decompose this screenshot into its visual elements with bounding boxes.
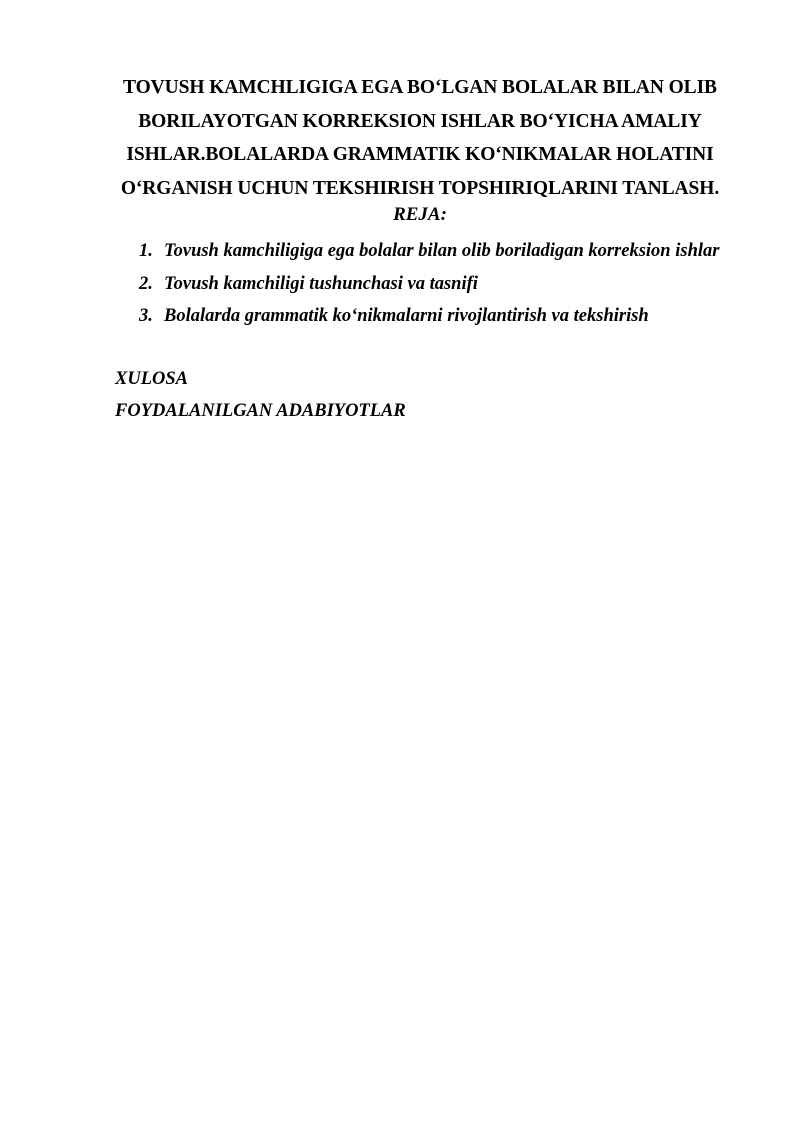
plan-item xyxy=(139,268,719,301)
title-line: O‘RGANISH UCHUN TEKSHIRISH TOPSHIRIQLARINI TANLASH. xyxy=(120,177,720,199)
plan-item-text: Bolalarda grammatik ko‘nikmalarni rivojlantirish va tekshirish xyxy=(164,306,649,326)
title-line: BORILAYOTGAN KORREKSION ISHLAR BO‘YICHA AMALIY xyxy=(138,110,702,132)
plan-heading: REJA: xyxy=(393,204,447,225)
plan-item-number: 3. xyxy=(139,306,153,326)
plan-item-number: 2. xyxy=(139,273,153,294)
plan-item-number: 1. xyxy=(139,241,153,261)
plan-item-text: Tovush kamchiligiga ega bolalar bilan olib boriladigan korreksion ishlar xyxy=(164,241,720,261)
title-line: ISHLAR.BOLALARDA GRAMMATIK KO‘NIKMALAR HOLATINI xyxy=(126,144,714,165)
title-line: TOVUSH KAMCHLIGIGA EGA BO‘LGAN BOLALAR BILAN OLIB xyxy=(123,77,717,98)
plan-item xyxy=(139,235,719,268)
conclusion-heading: XULOSA xyxy=(115,369,188,389)
document-title xyxy=(110,71,730,205)
plan-item-text: Tovush kamchiligi tushunchasi va tasnifi xyxy=(164,273,478,294)
references-heading: FOYDALANILGAN ADABIYOTLAR xyxy=(115,401,406,421)
plan-list xyxy=(139,235,719,333)
plan-item xyxy=(139,300,719,333)
